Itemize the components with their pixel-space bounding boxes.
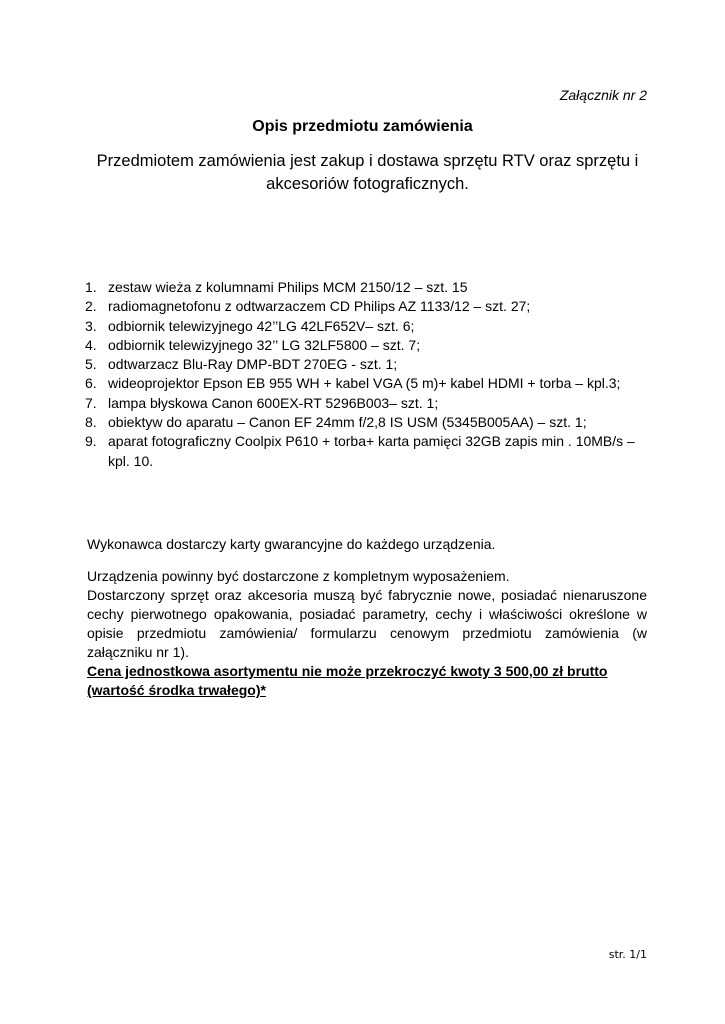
item-text: odbiornik telewizyjnego 42’’LG 42LF652V– szt. 6; <box>108 317 415 334</box>
warranty-paragraph: Wykonawca dostarczy karty gwarancyjne do każdego urządzenia. <box>87 536 496 552</box>
document-title: Opis przedmiotu zamówienia <box>252 118 473 135</box>
item-number: 8. <box>85 414 97 431</box>
attachment-label: Załącznik nr 2 <box>559 87 647 103</box>
item-text: zestaw wieża z kolumnami Philips MCM 2150/12 – szt. 15 <box>108 279 468 295</box>
list-item <box>85 355 655 374</box>
page-number: str. 1/1 <box>608 948 647 961</box>
item-number: 6. <box>85 375 97 392</box>
item-number: 3. <box>85 317 97 334</box>
list-item <box>85 374 655 393</box>
list-item <box>85 317 655 336</box>
order-subject: Przedmiotem zamówienia jest zakup i dostawa sprzętu RTV oraz sprzętu i akcesoriów fotograficznych. <box>96 152 639 193</box>
item-text: odbiornik telewizyjnego 32’’ LG 32LF5800 – szt. 7; <box>108 336 421 353</box>
item-text: radiomagnetofonu z odtwarzaczem CD Philips AZ 1133/12 – szt. 27; <box>108 298 531 315</box>
list-item <box>85 413 655 432</box>
list-item <box>85 432 655 471</box>
item-number: 5. <box>85 356 97 373</box>
list-item <box>85 336 655 355</box>
item-text: lampa błyskowa Canon 600EX-RT 5296B003– szt. 1; <box>108 394 439 411</box>
item-number: 9. <box>85 433 97 450</box>
requirements-paragraph: Dostarczony sprzęt oraz akcesoria muszą być fabrycznie nowe, posiadać nienaruszone cechy pierwotnego opakowania, posiadać parametry, cechy i właściwości określone w opisie przedmiotu zamówienia/ formularzu cenowym przedmiotu zamówienia (w załączniku nr 1). <box>87 587 647 660</box>
list-item <box>85 278 655 297</box>
item-number: 4. <box>85 336 97 353</box>
list-item <box>85 394 655 413</box>
completeness-paragraph: Urządzenia powinny być dostarczone z kompletnym wyposażeniem. <box>87 568 510 584</box>
item-text: odtwarzacz Blu-Ray DMP-BDT 270EG - szt. 1; <box>108 356 398 373</box>
item-list <box>85 278 655 471</box>
item-text: aparat fotograficzny Coolpix P610 + torba+ karta pamięci 32GB zapis min . 10MB/s – kpl. 10. <box>108 433 635 469</box>
item-text: obiektyw do aparatu – Canon EF 24mm f/2,8 IS USM (5345B005AA) – szt. 1; <box>108 414 587 431</box>
item-number: 2. <box>85 298 97 315</box>
list-item <box>85 297 655 316</box>
item-text: wideoprojektor Epson EB 955 WH + kabel VGA (5 m)+ kabel HDMI + torba – kpl.3; <box>108 375 621 392</box>
item-number: 1. <box>85 279 97 295</box>
price-limit-notice: Cena jednostkowa asortymentu nie może przekroczyć kwoty 3 500,00 zł brutto (wartość środka trwałego)* <box>87 663 608 698</box>
item-number: 7. <box>85 394 97 411</box>
